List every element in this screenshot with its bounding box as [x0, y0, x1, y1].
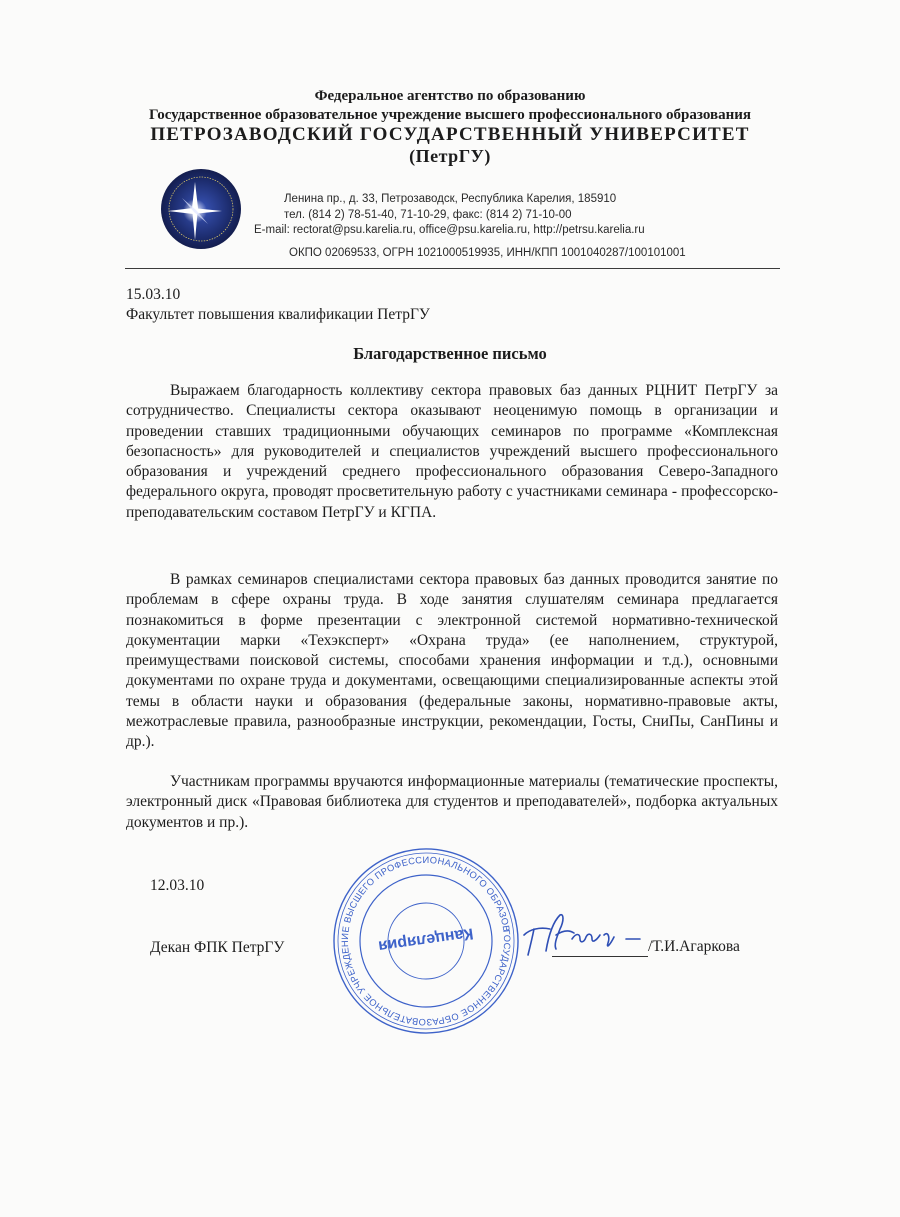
- signatory-title: Декан ФПК ПетрГУ: [150, 939, 285, 956]
- stamp-ring-text: ГОСУДАРСТВЕННОЕ ОБРАЗОВАТЕЛЬНОЕ УЧРЕЖДЕНИЕ ВЫСШЕГО ПРОФЕССИОНАЛЬНОГО ОБРАЗОВАНИЯ: [339, 854, 513, 1028]
- signatory-name: /Т.И.Агаркова: [648, 938, 740, 955]
- university-star-emblem-icon: [160, 168, 242, 250]
- address-line: Ленина пр., д. 33, Петрозаводск, Республика Карелия, 185910: [284, 193, 617, 205]
- university-name: ПЕТРОЗАВОДСКИЙ ГОСУДАРСТВЕННЫЙ УНИВЕРСИТЕТ: [150, 124, 750, 145]
- signature-date: 12.03.10: [150, 877, 205, 894]
- letter-date: 15.03.10: [126, 286, 181, 303]
- letter-title: Благодарственное письмо: [353, 344, 547, 363]
- paragraph-2: В рамках семинаров специалистами сектора правовых баз данных проводится занятие по проблемам в сфере охраны труда. В ходе занятия слушателям семинара предлагается познакомиться в форме презентации с электронной системой нормативно-технической документации марки «Техэксперт» «Охрана труда» (ее наполнением, структурой, преимуществами поисковой системы, способами хранения информации и т.д.), основными документами по охране труда и документами, освещающими специализированные аспекты этой темы в области науки и образования (федеральные законы, нормативно-правовые акты, межотраслевые правила, разнообразные инструкции, рекомендации, Госты, СниПы, СанПины и др.).: [126, 571, 778, 751]
- registration-ids: ОКПО 02069533, ОГРН 1021000519935, ИНН/КПП 1001040287/100101001: [289, 247, 686, 259]
- stamp-center-text: Канцелярия: [377, 924, 475, 955]
- agency-line: Федеральное агентство по образованию: [314, 88, 586, 104]
- office-stamp-icon: [330, 845, 522, 1037]
- header-divider: [125, 268, 780, 269]
- paragraph-1: Выражаем благодарность коллективу сектора правовых баз данных РЦНИТ ПетрГУ за сотрудничество. Специалисты сектора оказывают неоценимую помощь в организации и проведении ставших традиционными обучающих семинаров по программе «Комплексная безопасность» для руководителей и специалистов учреждений высшего профессионального образования и учреждений среднего профессионального образования Северо-Западного федерального округа, проводят просветительную работу с участниками семинара - профессорско-преподавательским составом ПетрГУ и КГПА.: [126, 382, 778, 521]
- recipient-department: Факультет повышения квалификации ПетрГУ: [126, 306, 430, 323]
- contact-block: [250, 192, 645, 239]
- institution-line: Государственное образовательное учреждение высшего профессионального образования: [149, 107, 751, 123]
- signature-line: [552, 956, 648, 957]
- university-abbr: (ПетрГУ): [409, 146, 491, 166]
- phone-line: тел. (814 2) 78-51-40, 71-10-29, факс: (814 2) 71-10-00: [284, 208, 572, 221]
- paragraph-3: Участникам программы вручаются информационные материалы (тематические проспекты, электронный диск «Правовая библиотека для студентов и преподавателей», подборка актуальных документов и пр.).: [126, 773, 778, 831]
- email-line: E-mail: rectorat@psu.karelia.ru, office@psu.karelia.ru, http://petrsu.karelia.ru: [254, 224, 645, 236]
